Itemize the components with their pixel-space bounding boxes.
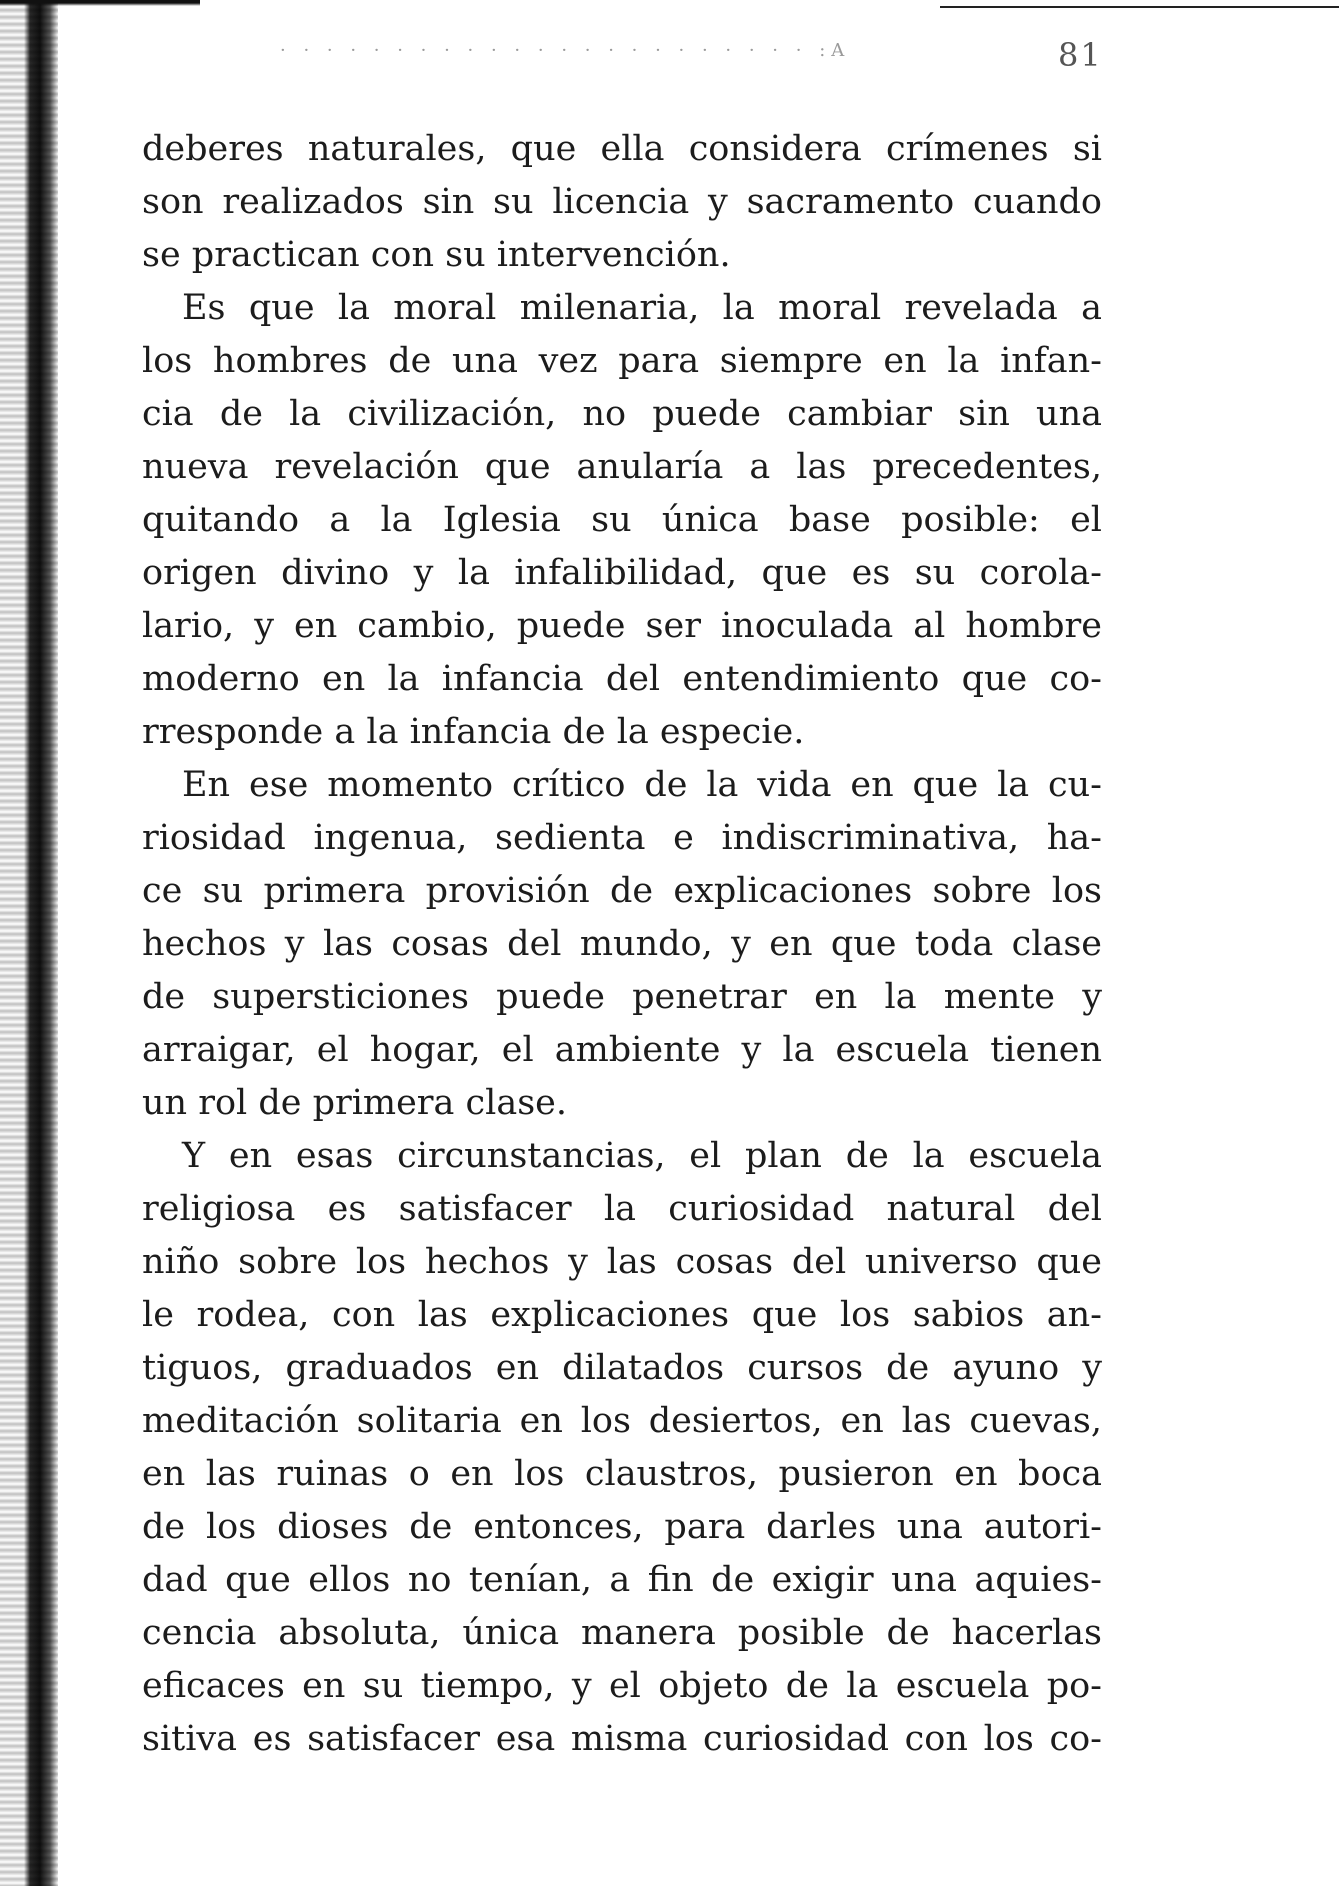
- top-rule-right: [940, 6, 1339, 8]
- text-line: En ese momento crítico de la vida en que la cu-: [182, 765, 1102, 805]
- text-line: tiguos, graduados en dilatados cursos de ayuno y: [142, 1348, 1102, 1388]
- text-line: riosidad ingenua, sedienta e indiscriminativa, ha-: [142, 818, 1102, 858]
- text-line: nueva revelación que anularía a las precedentes,: [142, 447, 1102, 487]
- text-line: sitiva es satisfacer esa misma curiosidad con los co-: [142, 1719, 1102, 1759]
- text-line: se practican con su intervención.: [142, 235, 731, 275]
- text-line: quitando a la Iglesia su única base posible: el: [142, 500, 1102, 540]
- text-line: los hombres de una vez para siempre en la infan-: [142, 341, 1102, 381]
- text-line: en las ruinas o en los claustros, pusieron en boca: [142, 1454, 1102, 1494]
- paragraph-2: [142, 282, 1102, 759]
- running-head: · · · · · · · · · · · · · · · · · · · · · · · :A: [280, 40, 851, 61]
- text-line: son realizados sin su licencia y sacramento cuando: [142, 182, 1102, 222]
- text-line: ce su primera provisión de explicaciones sobre los: [142, 871, 1102, 911]
- text-line: eficaces en su tiempo, y el objeto de la escuela po-: [142, 1666, 1102, 1706]
- text-line: un rol de primera clase.: [142, 1083, 567, 1123]
- text-line: religiosa es satisfacer la curiosidad natural del: [142, 1189, 1102, 1229]
- text-line: Y en esas circunstancias, el plan de la escuela: [182, 1136, 1102, 1176]
- text-line: cencia absoluta, única manera posible de hacerlas: [142, 1613, 1102, 1653]
- text-line: arraigar, el hogar, el ambiente y la escuela tienen: [142, 1030, 1102, 1070]
- scan-binding-edge: [0, 0, 58, 1886]
- text-line: lario, y en cambio, puede ser inoculada al hombre: [142, 606, 1102, 646]
- text-line: moderno en la infancia del entendimiento que co-: [142, 659, 1102, 699]
- text-line: niño sobre los hechos y las cosas del universo que: [142, 1242, 1102, 1282]
- text-line: Es que la moral milenaria, la moral revelada a: [182, 288, 1102, 328]
- text-line: meditación solitaria en los desiertos, en las cuevas,: [142, 1401, 1102, 1441]
- paragraph-4: [142, 1130, 1102, 1766]
- paragraph-3: [142, 759, 1102, 1130]
- text-line: deberes naturales, que ella considera crímenes si: [142, 129, 1102, 169]
- text-line: rresponde a la infancia de la especie.: [142, 712, 805, 752]
- text-line: de los dioses de entonces, para darles una autori-: [142, 1507, 1102, 1547]
- text-line: dad que ellos no tenían, a fin de exigir una aquies-: [142, 1560, 1102, 1600]
- page-body: [142, 123, 1102, 1766]
- text-line: cia de la civilización, no puede cambiar sin una: [142, 394, 1102, 434]
- text-line: le rodea, con las explicaciones que los sabios an-: [142, 1295, 1102, 1335]
- page-number: 81: [1058, 36, 1103, 74]
- top-rule-left: [0, 0, 200, 6]
- text-line: hechos y las cosas del mundo, y en que toda clase: [142, 924, 1102, 964]
- text-line: de supersticiones puede penetrar en la mente y: [142, 977, 1102, 1017]
- paragraph-1: [142, 123, 1102, 282]
- text-line: origen divino y la infalibilidad, que es su corola-: [142, 553, 1102, 593]
